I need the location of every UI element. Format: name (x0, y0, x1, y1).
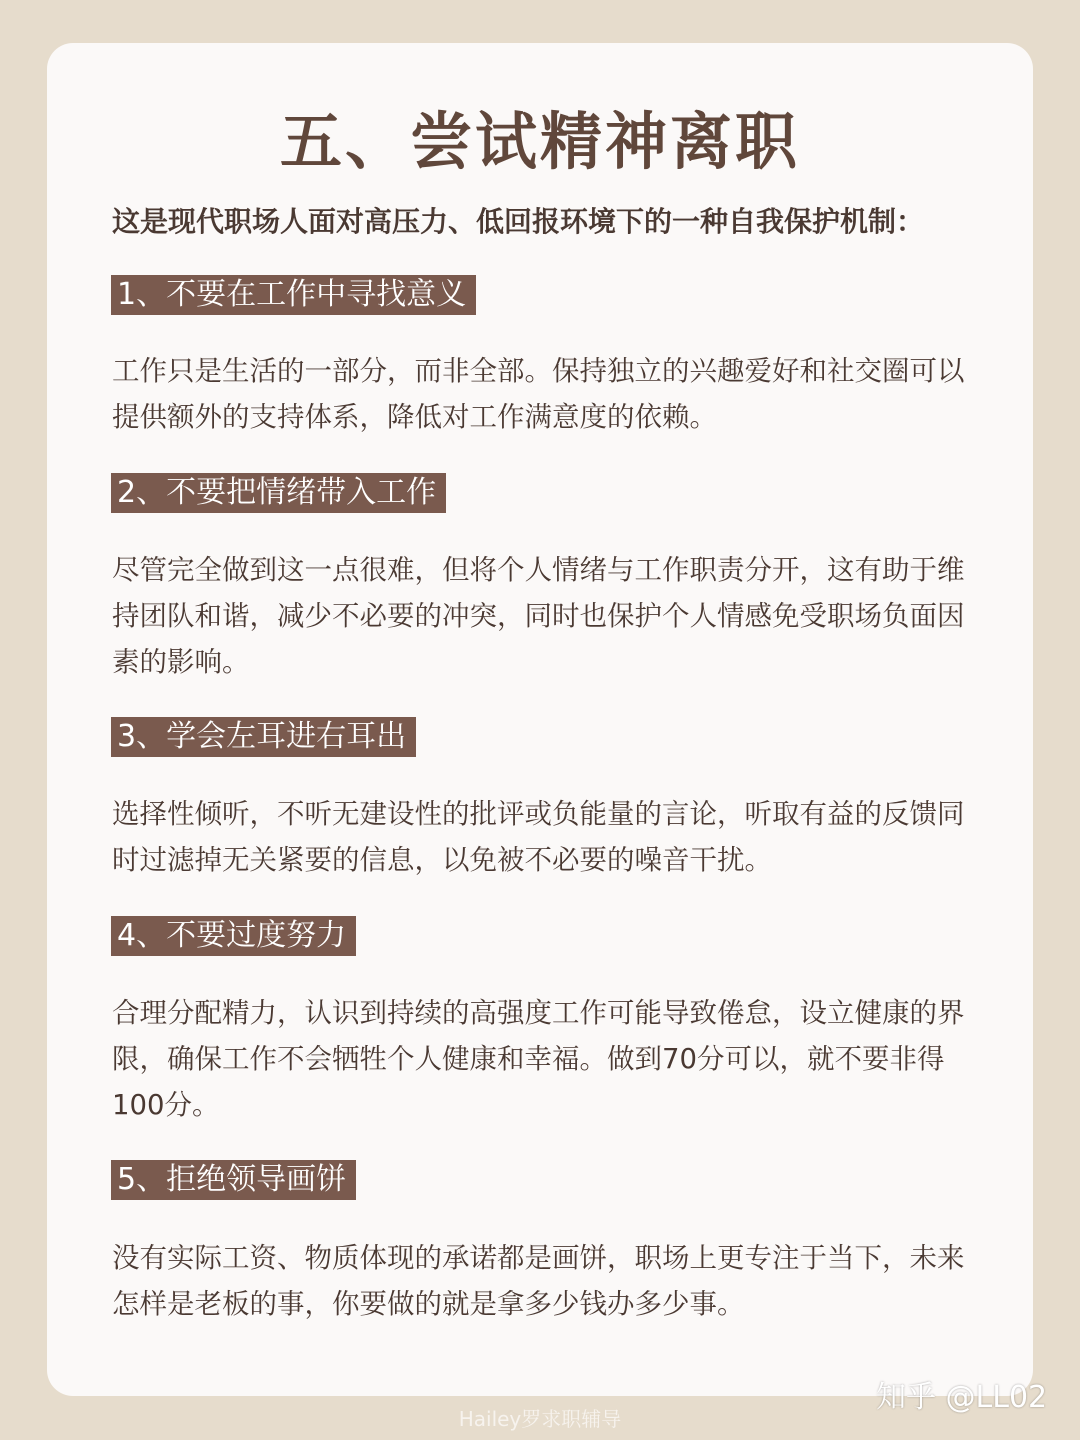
section-3-heading: 3、学会左耳进右耳出 (111, 717, 416, 757)
section-5-body: 没有实际工资、物质体现的承诺都是画饼，职场上更专注于当下，未来怎样是老板的事，你要做的就是拿多少钱办多少事。 (112, 1242, 965, 1320)
zhihu-watermark: 知乎 @LL02 (876, 1380, 1048, 1415)
section-4-body: 合理分配精力，认识到持续的高强度工作可能导致倦怠，设立健康的界限，确保工作不会牺牲个人健康和幸福。做到70分可以，就不要非得100分。 (112, 997, 965, 1121)
section-3-body: 选择性倾听，不听无建设性的批评或负能量的言论，听取有益的反馈同时过滤掉无关紧要的信息，以免被不必要的噪音干扰。 (112, 798, 965, 876)
section-1-body: 工作只是生活的一部分，而非全部。保持独立的兴趣爱好和社交圈可以提供额外的支持体系，降低对工作满意度的依赖。 (112, 355, 965, 433)
section-4-heading: 4、不要过度努力 (111, 916, 356, 956)
section-1-heading: 1、不要在工作中寻找意义 (111, 275, 476, 315)
intro-text: 这是现代职场人面对高压力、低回报环境下的一种自我保护机制： (112, 205, 925, 238)
section-2-heading: 2、不要把情绪带入工作 (111, 473, 446, 513)
author-footer: Hailey罗求职辅导 (458, 1407, 622, 1431)
section-2-body: 尽管完全做到这一点很难，但将个人情绪与工作职责分开，这有助于维持团队和谐，减少不必要的冲突，同时也保护个人情感免受职场负面因素的影响。 (112, 554, 965, 678)
section-5-heading: 5、拒绝领导画饼 (111, 1160, 356, 1200)
page-title: 五、尝试精神离职 (279, 105, 800, 178)
